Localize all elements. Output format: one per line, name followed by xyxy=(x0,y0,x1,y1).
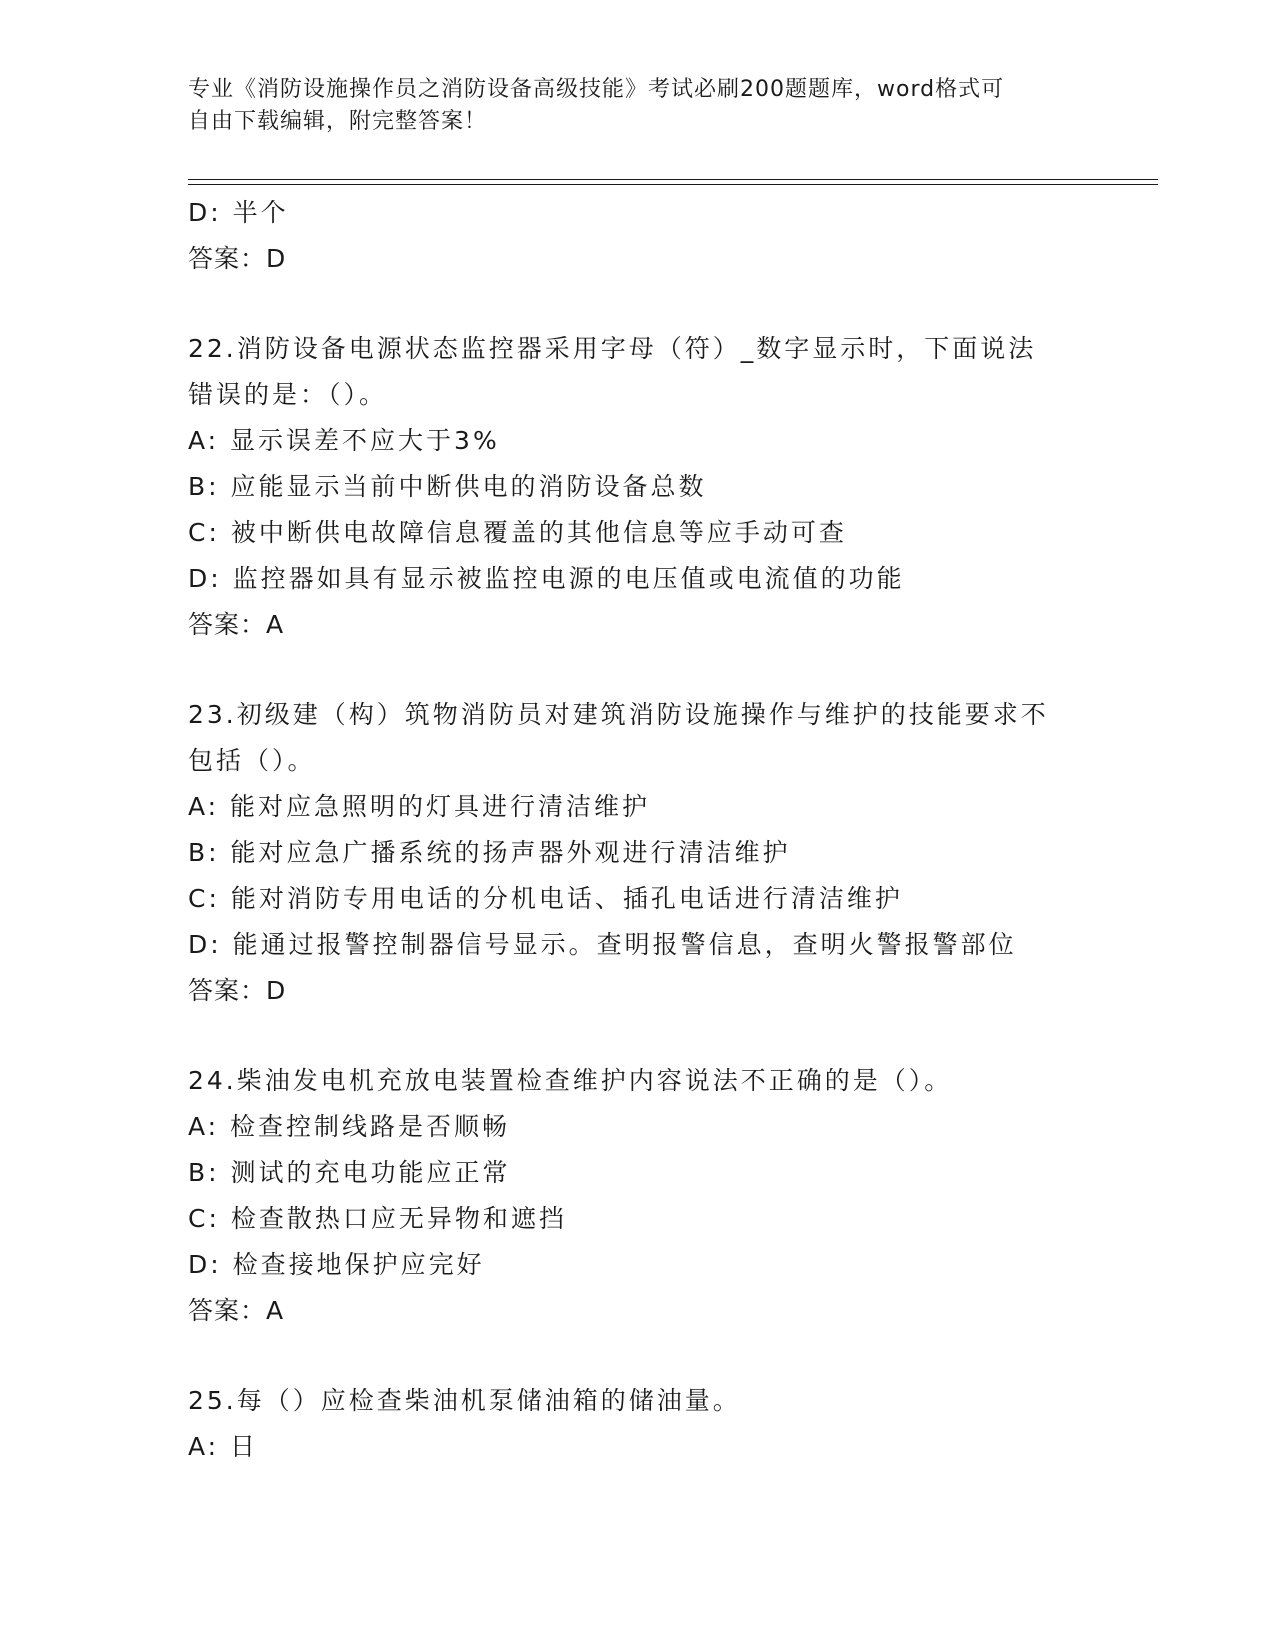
q24-option-c: C: 检查散热口应无异物和遮挡 xyxy=(188,1204,567,1233)
question-22 xyxy=(188,326,1148,648)
header-title-line-1: 专业《消防设施操作员之消防设备高级技能》考试必刷200题题库，word格式可 xyxy=(188,77,1005,102)
q22-stem-line-2: 错误的是：（）。 xyxy=(188,380,388,409)
q24-option-a: A: 检查控制线路是否顺畅 xyxy=(188,1112,511,1141)
q23-answer: 答案：D xyxy=(188,976,287,1005)
q23-option-c: C: 能对消防专用电话的分机电话、插孔电话进行清洁维护 xyxy=(188,884,903,913)
q23-option-b: B: 能对应急广播系统的扬声器外观进行清洁维护 xyxy=(188,838,791,867)
q22-option-b: B: 应能显示当前中断供电的消防设备总数 xyxy=(188,472,707,501)
header-title-line-2: 自由下载编辑，附完整答案！ xyxy=(188,109,488,134)
q24-option-d: D: 检查接地保护应完好 xyxy=(188,1250,485,1279)
header-rule-top xyxy=(188,179,1158,180)
spacer xyxy=(188,648,1148,692)
q22-stem-line-1: 22.消防设备电源状态监控器采用字母（符）_数字显示时，下面说法 xyxy=(188,334,1037,363)
q22-answer: 答案：A xyxy=(188,610,285,639)
q25-stem-line-1: 25.每（）应检查柴油机泵储油箱的储油量。 xyxy=(188,1386,741,1415)
question-list xyxy=(188,190,1148,1470)
question-25 xyxy=(188,1378,1148,1470)
q24-stem-line-1: 24.柴油发电机充放电装置检查维护内容说法不正确的是（）。 xyxy=(188,1066,953,1095)
question-24 xyxy=(188,1058,1148,1334)
spacer xyxy=(188,1334,1148,1378)
q23-option-d: D: 能通过报警控制器信号显示。查明报警信息，查明火警报警部位 xyxy=(188,930,1017,959)
q23-option-a: A: 能对应急照明的灯具进行清洁维护 xyxy=(188,792,651,821)
q25-option-a: A: 日 xyxy=(188,1432,259,1461)
header-rule-bottom xyxy=(188,184,1158,185)
q24-option-b: B: 测试的充电功能应正常 xyxy=(188,1158,511,1187)
q22-option-d: D: 监控器如具有显示被监控电源的电压值或电流值的功能 xyxy=(188,564,905,593)
q23-stem-line-2: 包括（）。 xyxy=(188,746,316,775)
q24-answer: 答案：A xyxy=(188,1296,285,1325)
document-header xyxy=(188,74,1088,138)
q21-option-d: D: 半个 xyxy=(188,198,289,227)
q23-stem-line-1: 23.初级建（构）筑物消防员对建筑消防设施操作与维护的技能要求不 xyxy=(188,700,1049,729)
spacer xyxy=(188,1014,1148,1058)
q22-option-a: A: 显示误差不应大于3% xyxy=(188,426,500,455)
q22-option-c: C: 被中断供电故障信息覆盖的其他信息等应手动可查 xyxy=(188,518,847,547)
question-23 xyxy=(188,692,1148,1014)
q21-answer: 答案：D xyxy=(188,244,287,273)
spacer xyxy=(188,282,1148,326)
